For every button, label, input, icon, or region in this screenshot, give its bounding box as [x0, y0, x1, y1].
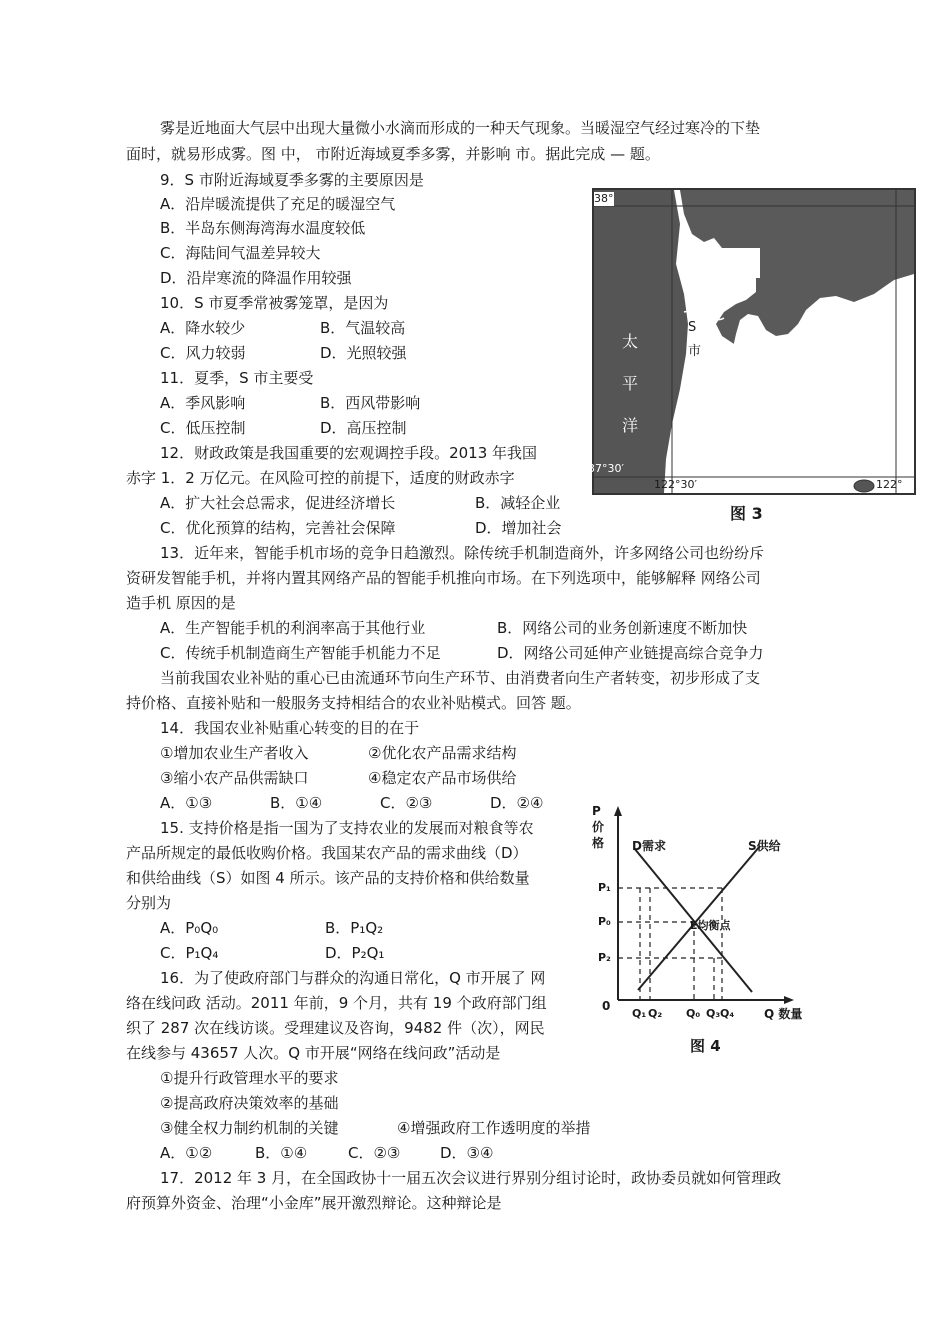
q11-option-d: D．高压控制	[320, 419, 407, 437]
graph-q4-label: Q₄	[720, 1007, 735, 1020]
map-label-ocean-1: 太	[622, 332, 639, 351]
map-label-ocean-3: 洋	[622, 416, 639, 435]
q12-line1: 12．财政政策是我国重要的宏观调控手段。2013 年我国	[160, 444, 538, 462]
graph-demand-label: D需求	[632, 839, 666, 853]
graph-q1-label: Q₁	[632, 1007, 647, 1020]
q14-item-1: ①增加农业生产者收入	[160, 744, 309, 762]
q13-line1: 13．近年来，智能手机市场的竞争日趋激烈。除传统手机制造商外，许多网络公司也纷纷斥	[160, 544, 765, 562]
q16-line2: 络在线问政 活动。2011 年前，9 个月，共有 19 个政府部门组	[126, 994, 547, 1012]
q15-line2: 产品所规定的最低收购价格。我国某农产品的需求曲线（D）	[126, 844, 528, 862]
q15-option-b: B．P₁Q₂	[325, 919, 384, 937]
q14-option-a: A．①③	[160, 794, 213, 812]
graph-equilibrium-label: E均衡点	[690, 919, 731, 932]
q12-line2: 赤字 1．2 万亿元。在风险可控的前提下，适度的财政赤字	[126, 469, 515, 487]
q14-item-2: ②优化农产品需求结构	[368, 744, 517, 762]
map-lon-left: 122°30′	[654, 478, 697, 491]
q15-option-a: A．P₀Q₀	[160, 919, 219, 937]
q9-option-b: B．半岛东侧海湾海水温度较低	[160, 219, 366, 237]
graph-p1-label: P₁	[598, 881, 611, 894]
q16-option-a: A．①②	[160, 1144, 213, 1162]
graph-origin: 0	[602, 999, 611, 1013]
graph-figure-4	[588, 800, 828, 1064]
map-lon-right: 122°	[876, 478, 903, 491]
q16-line1: 16．为了使政府部门与群众的沟通日常化，Q 市开展了 网	[160, 969, 546, 987]
q16-item-2: ②提高政府决策效率的基础	[160, 1094, 339, 1112]
q15-line4: 分别为	[126, 894, 172, 912]
q11-option-a: A．季风影响	[160, 394, 246, 412]
q12-option-a: A．扩大社会总需求，促进经济增长	[160, 494, 396, 512]
graph-q0-label: Q₀	[686, 1007, 701, 1020]
intro2-line2: 持价格、直接补贴和一般服务支持相结合的农业补贴模式。回答 题。	[126, 694, 581, 712]
graph-caption: 图 4	[690, 1037, 721, 1055]
q16-line3: 织了 287 次在线访谈。受理建议及咨询，9482 件（次），网民	[126, 1019, 545, 1037]
map-lat-bottom: 37°30′	[588, 462, 624, 475]
q9-option-d: D．沿岸寒流的降温作用较强	[160, 269, 352, 287]
q15-line1: 15. 支持价格是指一国为了支持农业的发展而对粮食等农	[160, 819, 534, 837]
q11-option-b: B．西风带影响	[320, 394, 421, 412]
q14-item-4: ④稳定农产品市场供给	[368, 769, 517, 787]
q15-option-c: C．P₁Q₄	[160, 944, 219, 962]
graph-ylabel-p: P	[592, 804, 601, 818]
q10-option-c: C．风力较弱	[160, 344, 246, 362]
graph-ylabel-jia: 价	[592, 820, 605, 834]
q9-stem: 9．S 市附近海域夏季多雾的主要原因是	[160, 171, 424, 189]
q13-line3: 造手机 原因的是	[126, 594, 236, 612]
q13-option-d: D．网络公司延伸产业链提高综合竞争力	[497, 644, 764, 662]
q16-option-d: D．③④	[440, 1144, 494, 1162]
intro2-line1: 当前我国农业补贴的重心已由流通环节向生产环节、由消费者向生产者转变，初步形成了支	[160, 669, 761, 687]
graph-supply-label: S供给	[748, 839, 781, 853]
q15-line3: 和供给曲线（S）如图 4 所示。该产品的支持价格和供给数量	[126, 869, 530, 887]
q12-option-c: C．优化预算的结构，完善社会保障	[160, 519, 396, 537]
q16-item-4: ④增强政府工作透明度的举措	[397, 1119, 591, 1137]
q11-stem: 11．夏季，S 市主要受	[160, 369, 314, 387]
map-svg	[588, 184, 920, 532]
q11-option-c: C．低压控制	[160, 419, 246, 437]
map-label-ocean-2: 平	[622, 374, 639, 393]
q16-option-c: C．②③	[348, 1144, 401, 1162]
q9-option-a: A．沿岸暖流提供了充足的暖湿空气	[160, 195, 396, 213]
q10-option-d: D．光照较强	[320, 344, 407, 362]
intro1-line1: 雾是近地面大气层中出现大量微小水滴而形成的一种天气现象。当暖湿空气经过寒冷的下垫	[160, 119, 761, 137]
graph-xlabel: Q 数量	[764, 1007, 803, 1021]
graph-p0-label: P₀	[598, 915, 611, 928]
map-lat-top: 38°	[594, 192, 614, 205]
map-caption: 图 3	[730, 504, 763, 523]
graph-q3-label: Q₃	[706, 1007, 721, 1020]
q14-stem: 14．我国农业补贴重心转变的目的在于	[160, 719, 420, 737]
q13-line2: 资研发智能手机，并将内置其网络产品的智能手机推向市场。在下列选项中，能够解释 网络公司	[126, 569, 761, 587]
q12-option-d: D．增加社会	[475, 519, 562, 537]
q12-option-b: B．减轻企业	[475, 494, 561, 512]
q10-stem: 10．S 市夏季常被雾笼罩，是因为	[160, 294, 389, 312]
map-label-city-shi: 市	[688, 342, 701, 362]
q16-item-1: ①提升行政管理水平的要求	[160, 1069, 339, 1087]
q14-item-3: ③缩小农产品供需缺口	[160, 769, 309, 787]
q9-option-c: C．海陆间气温差异较大	[160, 244, 321, 262]
q17-line2: 府预算外资金、治理“小金库”展开激烈辩论。这种辩论是	[126, 1194, 502, 1212]
q13-option-b: B．网络公司的业务创新速度不断加快	[497, 619, 748, 637]
q10-option-b: B．气温较高	[320, 319, 406, 337]
q14-option-c: C．②③	[380, 794, 433, 812]
map-figure-3	[588, 184, 920, 532]
q16-option-b: B．①④	[255, 1144, 308, 1162]
q15-option-d: D．P₂Q₁	[325, 944, 385, 962]
q13-option-a: A．生产智能手机的利润率高于其他行业	[160, 619, 426, 637]
graph-ylabel-ge: 格	[592, 836, 605, 850]
graph-q2-label: Q₂	[648, 1007, 663, 1020]
graph-p2-label: P₂	[598, 951, 611, 964]
q13-option-c: C．传统手机制造商生产智能手机能力不足	[160, 644, 441, 662]
q10-option-a: A．降水较少	[160, 319, 246, 337]
map-label-city-s: S	[688, 318, 696, 338]
q17-line1: 17．2012 年 3 月，在全国政协十一届五次会议进行界别分组讨论时，政协委员就如何管理政	[160, 1169, 782, 1187]
q14-option-b: B．①④	[270, 794, 323, 812]
intro1-line2: 面时，就易形成雾。图 中， 市附近海域夏季多雾，并影响 市。据此完成 — 题。	[126, 145, 660, 163]
q16-line4: 在线参与 43657 人次。Q 市开展“网络在线问政”活动是	[126, 1044, 501, 1062]
q16-item-3: ③健全权力制约机制的关键	[160, 1119, 339, 1137]
q14-option-d: D．②④	[490, 794, 544, 812]
